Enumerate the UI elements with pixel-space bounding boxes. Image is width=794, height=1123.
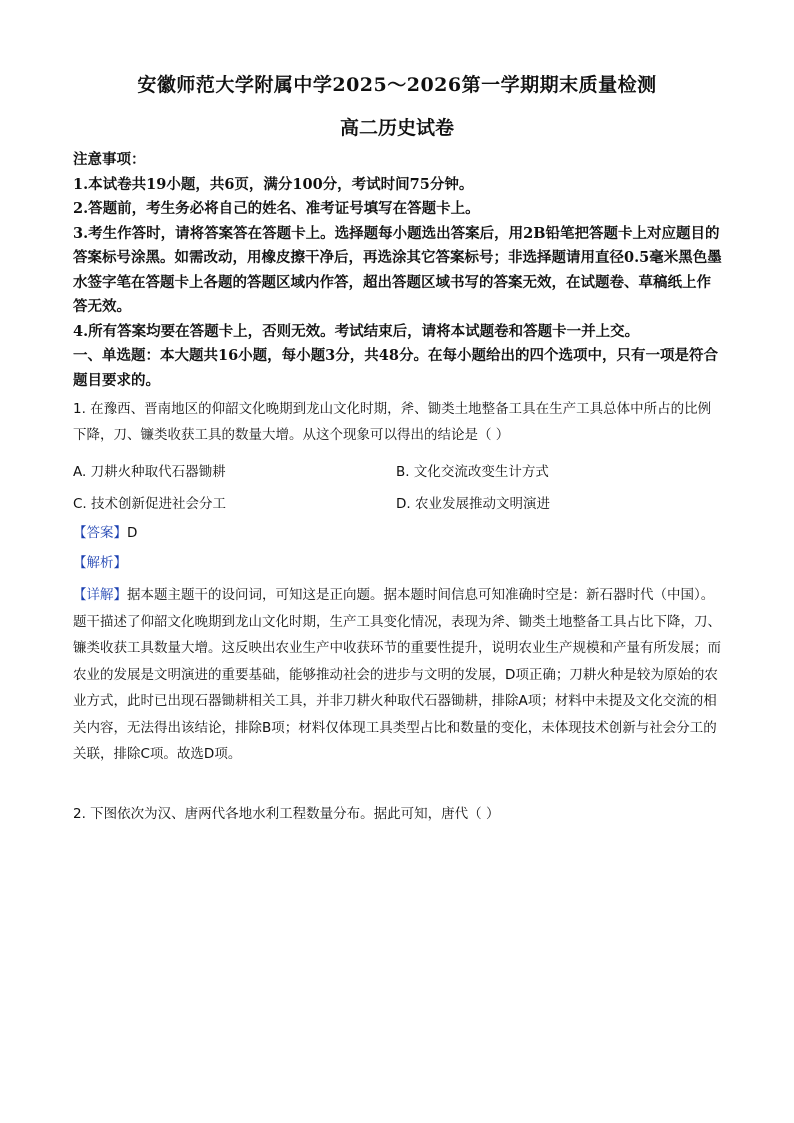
question-2-stem: 2. 下图依次为汉、唐两代各地水利工程数量分布。据此可知，唐代（ ） [73, 806, 500, 822]
exam-title: 安徽师范大学附属中学2025～2026第一学期期末质量检测 [137, 74, 657, 96]
detail-text: 据本题主题干的设问词，可知这是正向题。据本题时间信息可知准确时空是：新石器时代（中国）。题干描述了仰韶文化晚期到龙山文化时期，生产工具变化情况，表现为斧、锄类土地整备工具占比下降，刀、镰类收获工具数量大增。这反映出农业生产中收获环节的重要性提升，说明农业生产规模和产量有所发展；而农业的发展是文明演进的重要基础，能够推动社会的进步与文明的发展，D项正确；刀耕火种是较为原始的农业方式，此时已出现石器锄耕相关工具，并非刀耕火种取代石器锄耕，排除A项；材料中未提及文化交流的相关内容，无法得出该结论，排除B项；材料仅体现工具类型占比和数量的变化，未体现技术创新与社会分工的关联，排除C项。故选D项。 [73, 587, 721, 762]
notes-item-3: 3.考生作答时，请将答案答在答题卡上。选择题每小题选出答案后，用2B铅笔把答题卡上对应题目的答案标号涂黑。如需改动，用橡皮擦干净后，再选涂其它答案标号；非选择题请用直径0.5毫米黑色墨水签字笔在答题卡上各题的答题区域内作答，超出答题区域书写的答案无效，在试题卷、草稿纸上作答无效。 [73, 224, 722, 315]
notes-block [73, 148, 723, 393]
question-1 [73, 396, 723, 448]
detail-block [73, 582, 723, 768]
notes-item-2: 2.答题前，考生务必将自己的姓名、准考证号填写在答题卡上。 [73, 200, 480, 217]
option-a: A. 刀耕火种取代石器锄耕 [73, 464, 226, 480]
answer-label: 【答案】 [73, 525, 127, 541]
notes-item-4: 4.所有答案均要在答题卡上，否则无效。考试结束后，请将本试题卷和答题卡一并上交。 [73, 322, 640, 340]
question-2 [73, 801, 723, 827]
option-b: B. 文化交流改变生计方式 [396, 464, 549, 480]
exam-subtitle: 高二历史试卷 [339, 117, 454, 139]
section-heading: 一、单选题：本大题共16小题，每小题3分，共48分。在每小题给出的四个选项中，只有一项是符合题目要求的。 [73, 347, 718, 389]
question-1-stem: 1. 在豫西、晋南地区的仰韶文化晚期到龙山文化时期，斧、锄类土地整备工具在生产工具总体中所占的比例下降，刀、镰类收获工具的数量大增。从这个现象可以得出的结论是（ ） [73, 401, 712, 443]
analysis-label: 【解析】 [73, 555, 127, 571]
option-d: D. 农业发展推动文明演进 [396, 496, 550, 512]
question-1-options [73, 460, 723, 520]
notes-item-1: 1.本试卷共19小题，共6页，满分100分，考试时间75分钟。 [73, 175, 474, 193]
answer-line [73, 520, 723, 546]
notes-heading: 注意事项： [73, 151, 146, 168]
option-c: C. 技术创新促进社会分工 [73, 496, 227, 512]
detail-label: 【详解】 [73, 587, 127, 603]
answer-value: D [127, 525, 138, 541]
analysis-line [73, 550, 723, 576]
